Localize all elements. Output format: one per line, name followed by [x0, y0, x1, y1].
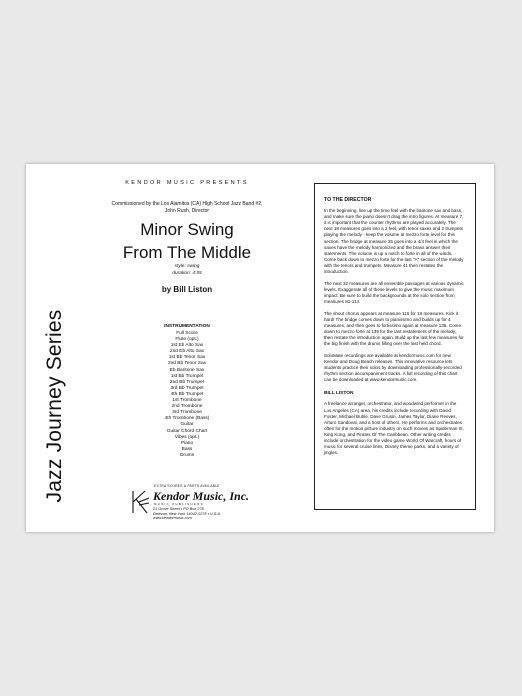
bio-heading: BILL LISTON	[324, 391, 354, 397]
publisher-name: Kendor Music, Inc.	[153, 489, 250, 503]
instrument-item: 2nd Trombone	[171, 404, 203, 410]
instrument-item: 3rd Bb Trumpet	[170, 385, 204, 391]
publisher-tagline: MUSIC PUBLISHERS	[154, 502, 204, 506]
style-duration	[84, 264, 290, 277]
instrument-item: Piano	[180, 440, 194, 446]
instrument-item: 1st Eb Alto Sax	[170, 343, 204, 349]
instrument-item: 3rd Trombone	[172, 410, 202, 416]
instrument-item: 4th Trombone (Bass)	[164, 416, 210, 422]
instrument-item: 1st Bb Tenor Sax	[168, 355, 206, 361]
address-line: www.kendormusic.com	[153, 516, 192, 521]
piece-title	[84, 218, 290, 264]
publisher-address	[153, 507, 221, 521]
director-paragraph: SoloMate recordings are available at kendormusic.com for new Kendor and Doug Beach releases. This innovative resource lets students practice their solos by downloading professionally-recorded rhythm section accompaniment tracks. A full recording of this chart can be downloaded at www.kendormusic.com.	[324, 352, 462, 383]
director-notes-box	[314, 183, 476, 510]
director-paragraph: The shout chorus appears at measure 115 for 16 measures. Kick it hard! The bridge comes down to pianissimo and builds up for 4 measures, and then goes to fortissimo again at measure 135. Come down to mezzo forte at 139 for the last restatement of the melody, then restate the introduction again. Build up the last few measures for the big finish with the drums filling over the last held chord.	[324, 310, 464, 347]
instrument-item: Eb Baritone Sax	[169, 367, 205, 373]
instrumentation-heading: INSTRUMENTATION	[164, 324, 210, 329]
address-line: 21 Grove Street • PO Box 278	[153, 507, 204, 511]
commission-line: Commissioned by the Los Alamitos (CA) High School Jazz Band #2,	[111, 201, 263, 207]
style-line: style: swing	[174, 264, 200, 269]
publisher-logo	[130, 489, 290, 527]
instrument-item: Bass	[181, 446, 193, 452]
instrument-item: 4th Bb Trumpet	[170, 391, 204, 397]
extra-parts-note: EXTRA SCORES & PARTS AVAILABLE	[154, 484, 220, 488]
address-line: Delevan, New York 14042-0278 • U.S.A.	[153, 511, 221, 516]
instrument-item: Guitar Chord Chart	[166, 428, 208, 434]
director-heading: TO THE DIRECTOR	[324, 197, 372, 203]
series-band	[26, 164, 84, 532]
instrument-item: Flute (opt.)	[175, 337, 199, 343]
commission-credit	[84, 201, 290, 214]
instrument-item: Drums	[179, 452, 195, 458]
director-paragraph: The next 32 measures are all ensemble passages at various dynamic levels. Exaggerate all of these levels to give the music maximum impact. Be sure to build the backgrounds at the solo section from measures 81-114.	[324, 280, 464, 304]
series-title: Jazz Journey Series	[43, 309, 66, 503]
instrumentation-list	[84, 331, 290, 459]
instrument-item: 2nd Bb Tenor Sax	[167, 361, 207, 367]
director-paragraph: In the beginning, line up the time feel with the baritone sax and bass, and make sure the piano doesn't drag the intro figures. At measure 7, it is important that the counter rhythms are played accurately. The next 18 measures goes into a 2 feel, with tenor saxes and 2 trumpets playing the melody - keep the volume at mezzo forte level for this section. The bridge at measure 25 goes into a 4/4 feel in which the saxes have the melody harmonized and the brass answer their statements. The volume is up a notch to forte in all of the winds. Come back down to mezzo forte for the last "A" section of the melody with the tenors and trumpets. Measure 41 then restates the introduction.	[324, 208, 464, 275]
duration-line: duration: 4:55	[172, 270, 202, 276]
instrument-item: Vibes (opt.)	[174, 434, 200, 440]
instrument-item: 1st Bb Trumpet	[170, 373, 204, 379]
title-line: From The Middle	[122, 243, 252, 262]
cover-left-column	[84, 164, 290, 532]
composer-credit: by Bill Liston	[161, 285, 213, 294]
instrument-item: 1st Trombone	[172, 398, 202, 404]
instrument-item: 2nd Bb Trumpet	[169, 379, 205, 385]
publisher-presents: KENDOR MUSIC PRESENTS	[125, 180, 249, 186]
title-line: Minor Swing	[140, 220, 234, 239]
instrument-item: Guitar	[180, 422, 194, 428]
score-cover-page	[26, 164, 494, 532]
commission-line: John Rush, Director	[164, 207, 210, 214]
instrument-item: Full Score	[176, 331, 198, 336]
bio-paragraph: A freelance arranger, orchestrator, and woodwind performer in the Los Angeles (CA) area, his credits include recording with David Foster, Michael Buble, Dave Grusin, James Taylor, Diane Reeves, Arturo Sandoval, and a host of others. He performs and orchestrates often for the motion picture industry on such movies as Spiderman III, King Kong, and Pirates Of The Caribbean. Other writing credits include orchestration for the video game World Of Warcraft, hours of music for several cruise lines, Disney theme parks, and a variety of jingles.	[324, 401, 464, 456]
instrument-item: 2nd Eb Alto Sax	[169, 349, 205, 355]
kendor-logo-icon	[130, 489, 150, 515]
